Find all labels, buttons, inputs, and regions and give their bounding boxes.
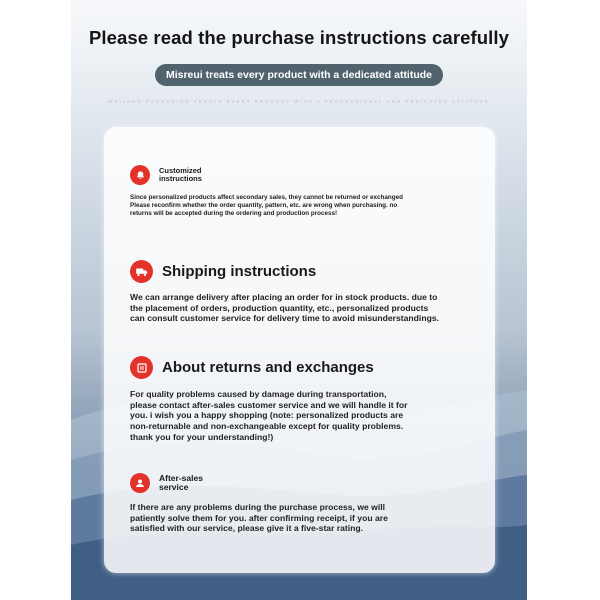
poster-background bbox=[71, 0, 527, 600]
page-title: Please read the purchase instructions carefully bbox=[88, 27, 510, 48]
delivery-truck-icon bbox=[130, 260, 153, 283]
section-shipping bbox=[130, 260, 477, 324]
section-title: About returns and exchanges bbox=[162, 358, 374, 376]
bell-icon bbox=[130, 165, 150, 185]
tagline-badge: Misreui treats every product with a dedicated attitude bbox=[155, 64, 443, 86]
faint-subtitle: WEILANG PACKAGING TREATS EVERY PRODUCT WITH A PROFESSIONAL AND DEDICATED ATTITUDE bbox=[108, 99, 490, 104]
section-body: We can arrange delivery after placing an order for in stock products. due to the placement of orders, production quantity, etc., personalized products can consult customer service for delivery time to avoid misunderstandings. bbox=[130, 292, 439, 324]
section-body: If there are any problems during the purchase process, we will patiently solve them for you. after confirming receipt, if you are satisfied with our service, please give it a five-star rating. bbox=[130, 502, 388, 534]
section-title: After-sales service bbox=[159, 473, 203, 492]
section-title: Shipping instructions bbox=[162, 262, 317, 280]
instructions-card bbox=[104, 127, 495, 573]
section-body: For quality problems caused by damage during transportation, please contact after-sales customer service and we will handle it for you. i wish you a happy shopping (note: personalized products are non-returnable and non-exchangeable except for quality problems. thank you for your understanding!) bbox=[130, 389, 408, 442]
section-after-sales bbox=[130, 473, 477, 534]
section-body: Since personalized products affect secondary sales, they cannot be returned or exchanged Please reconfirm whether the order quantity, pattern, etc. are wrong when purchasing. no returns will be accepted during the ordering and production process! bbox=[130, 194, 403, 218]
return-box-icon bbox=[130, 356, 153, 379]
after-sales-service-icon bbox=[130, 473, 150, 493]
section-returns bbox=[130, 356, 477, 442]
section-title: Customized instructions bbox=[159, 166, 202, 183]
section-customized bbox=[130, 165, 477, 219]
